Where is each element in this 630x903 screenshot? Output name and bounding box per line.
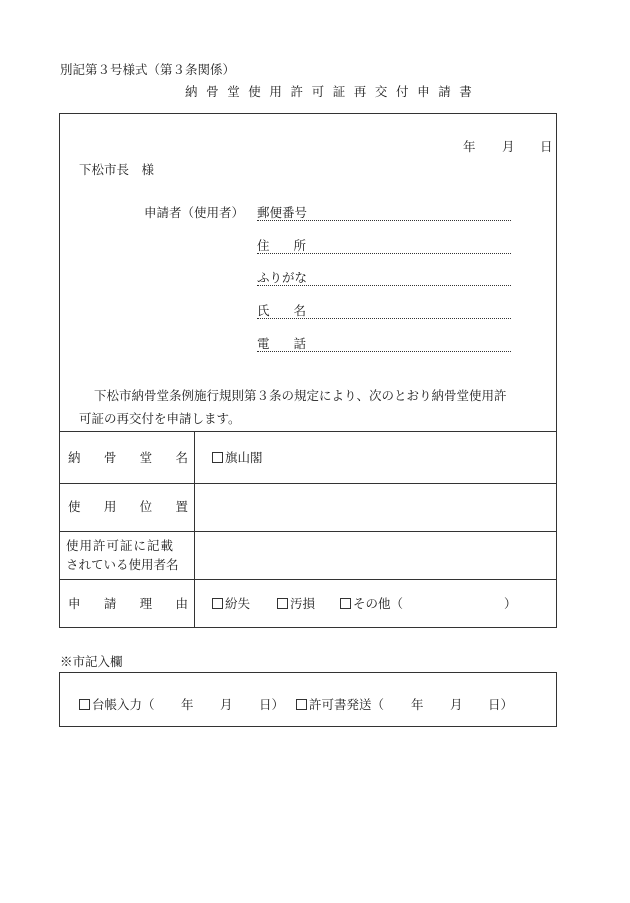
label-char: 名: [175, 450, 188, 465]
furigana-field[interactable]: [257, 285, 511, 286]
checkbox[interactable]: [277, 598, 288, 609]
ledger-entry[interactable]: 台帳入力（: [79, 699, 155, 712]
sent-day: 日）: [488, 697, 514, 712]
date-month: 月: [502, 139, 515, 154]
sent-year: 年: [411, 697, 424, 712]
permit-user-name-field[interactable]: [200, 534, 552, 576]
name-label: 氏名: [257, 303, 331, 318]
table-row-rule: [59, 531, 557, 532]
label-char: 請: [103, 596, 117, 611]
label-char: 申: [68, 596, 81, 611]
label-char: 置: [175, 499, 188, 514]
checkbox[interactable]: [79, 699, 90, 710]
permit-sent[interactable]: 許可書発送（: [296, 699, 384, 712]
postal-code-field[interactable]: [257, 220, 511, 221]
table-column-rule: [194, 431, 195, 628]
address-label: 住所: [257, 238, 331, 253]
address-field[interactable]: [257, 253, 511, 254]
page-title: 納骨堂使用許可証再交付申請書: [185, 84, 481, 99]
addressee: 下松市長 様: [79, 162, 155, 177]
applicant-label: 申請者（使用者）: [144, 205, 245, 220]
name-field[interactable]: [257, 318, 511, 319]
ossuary-name-label: [68, 452, 188, 465]
label-char: 用: [103, 499, 117, 514]
label-char: 位: [139, 499, 153, 514]
ledger-month: 月: [220, 697, 233, 712]
permit-user-label-line-1: 使用許可証に記載: [66, 538, 175, 553]
label-char: 理: [139, 596, 153, 611]
sent-month: 月: [450, 697, 463, 712]
checkbox[interactable]: [212, 598, 223, 609]
statement-line-1: 下松市納骨堂条例施行規則第３条の規定により、次のとおり納骨堂使用許: [94, 388, 507, 403]
table-top-rule: [59, 431, 557, 432]
checkbox[interactable]: [296, 699, 307, 710]
reason-other-option[interactable]: その他（: [340, 598, 403, 611]
reason-label: [68, 598, 188, 611]
table-row-rule: [59, 579, 557, 580]
reason-damaged-option[interactable]: 汚損: [277, 598, 315, 611]
reason-lost-option[interactable]: 紛失: [212, 598, 250, 611]
ledger-year: 年: [181, 697, 194, 712]
postal-code-label: 郵便番号: [257, 205, 308, 220]
furigana-label: ふりがな: [257, 270, 308, 285]
label-char: 納: [68, 450, 81, 465]
use-position-label: [68, 501, 188, 514]
checkbox[interactable]: [212, 452, 223, 463]
statement-line-2: 可証の再交付を申請します。: [79, 411, 241, 426]
use-position-field[interactable]: [200, 486, 552, 528]
label-char: 骨: [103, 450, 117, 465]
date-day: 日: [540, 139, 553, 154]
date-year: 年: [463, 139, 476, 154]
ledger-day: 日）: [259, 697, 285, 712]
label-char: 使: [68, 499, 81, 514]
checkbox[interactable]: [340, 598, 351, 609]
phone-field[interactable]: [257, 351, 511, 352]
phone-label: 電話: [257, 336, 331, 351]
label-char: 堂: [139, 450, 153, 465]
form-reference: 別記第３号様式（第３条関係）: [60, 62, 236, 77]
hatayamakaku-option[interactable]: 旗山閣: [212, 452, 263, 465]
permit-user-label-line-2: されている使用者名: [66, 557, 179, 572]
office-use-label: ※市記入欄: [60, 654, 123, 669]
reason-other-close: ）: [504, 596, 517, 611]
label-char: 由: [175, 596, 188, 611]
table-row-rule: [59, 483, 557, 484]
